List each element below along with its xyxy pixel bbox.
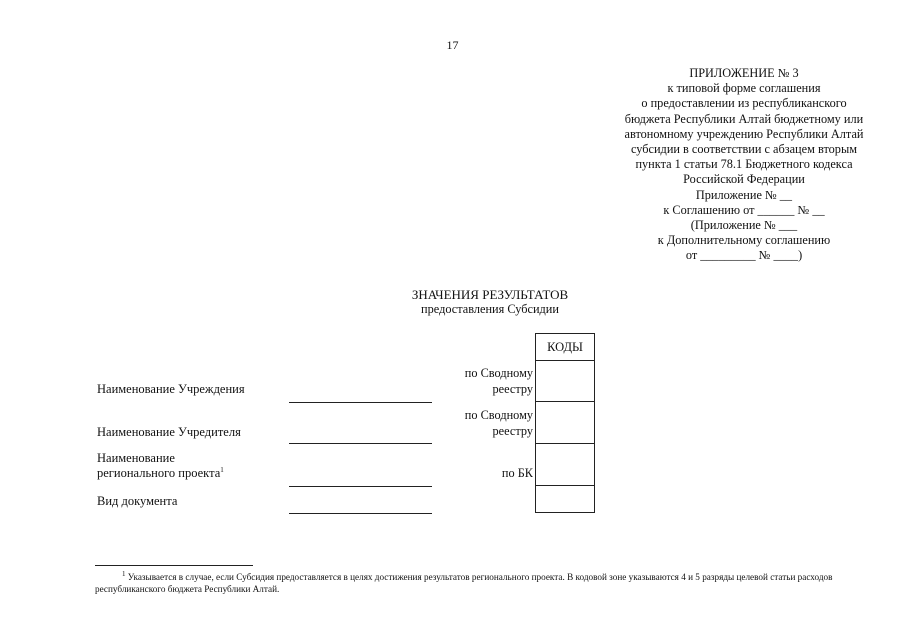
codes-header: КОДЫ	[536, 334, 595, 361]
register-label-1	[440, 366, 533, 397]
code-cell-bk[interactable]	[536, 444, 595, 486]
project-label-line1: Наименование	[97, 451, 175, 465]
appendix-line: от _________ № ____)	[685, 248, 803, 263]
footnote-separator	[95, 565, 253, 566]
bk-label: по БК	[501, 466, 533, 480]
institution-input-line[interactable]	[289, 402, 432, 403]
appendix-heading	[600, 66, 888, 264]
founder-label: Наименование Учредителя	[97, 425, 241, 439]
institution-label: Наименование Учреждения	[97, 382, 245, 396]
footnote-ref[interactable]: 1	[220, 465, 224, 474]
register-label-1-line2: реестру	[492, 381, 533, 396]
appendix-line: к Соглашению от ______ № __	[663, 202, 825, 217]
project-label	[97, 451, 224, 481]
appendix-line: Российской Федерации	[683, 172, 805, 187]
document-title: ЗНАЧЕНИЯ РЕЗУЛЬТАТОВ	[411, 287, 569, 302]
code-cell-doc-type[interactable]	[536, 486, 595, 513]
document-subtitle: предоставления Субсидии	[421, 302, 559, 316]
founder-input-line[interactable]	[289, 443, 432, 444]
page-number: 17	[446, 38, 459, 52]
footnote-mark: 1	[122, 569, 126, 578]
appendix-line: о предоставлении из республиканского	[641, 96, 847, 111]
footnote-text-line1: Указывается в случае, если Субсидия предоставляется в целях достижения результатов регионального проекта. В кодовой зоне указываются 4 и 5 разряды целевой статьи расходов	[125, 572, 833, 582]
register-label-2-line1: по Сводному	[464, 408, 533, 422]
footnote-text-line2: республиканского бюджета Республики Алтай.	[95, 584, 280, 594]
register-label-1-line1: по Сводному	[464, 366, 533, 380]
appendix-line: к типовой форме соглашения	[667, 81, 821, 96]
appendix-line: автономному учреждению Республики Алтай	[624, 126, 864, 141]
document-title-block	[330, 287, 650, 317]
project-input-line[interactable]	[289, 486, 432, 487]
appendix-line: к Дополнительному соглашению	[657, 233, 831, 248]
appendix-line: бюджета Республики Алтай бюджетному или	[624, 111, 864, 126]
appendix-line: (Приложение № ___	[690, 218, 798, 233]
register-label-2-line2: реестру	[492, 423, 533, 438]
codes-table	[535, 333, 595, 513]
footnote	[95, 571, 895, 595]
code-cell-institution[interactable]	[536, 361, 595, 402]
code-cell-founder[interactable]	[536, 402, 595, 444]
project-label-line2: регионального проекта	[97, 466, 221, 480]
doc-type-input-line[interactable]	[289, 513, 432, 514]
appendix-line: субсидии в соответствии с абзацем вторым	[630, 142, 857, 157]
register-label-2	[440, 408, 533, 439]
appendix-line: Приложение № __	[695, 187, 793, 202]
appendix-line: пункта 1 статьи 78.1 Бюджетного кодекса	[635, 157, 853, 172]
appendix-line: ПРИЛОЖЕНИЕ № 3	[689, 66, 799, 80]
doc-type-label: Вид документа	[97, 494, 178, 508]
